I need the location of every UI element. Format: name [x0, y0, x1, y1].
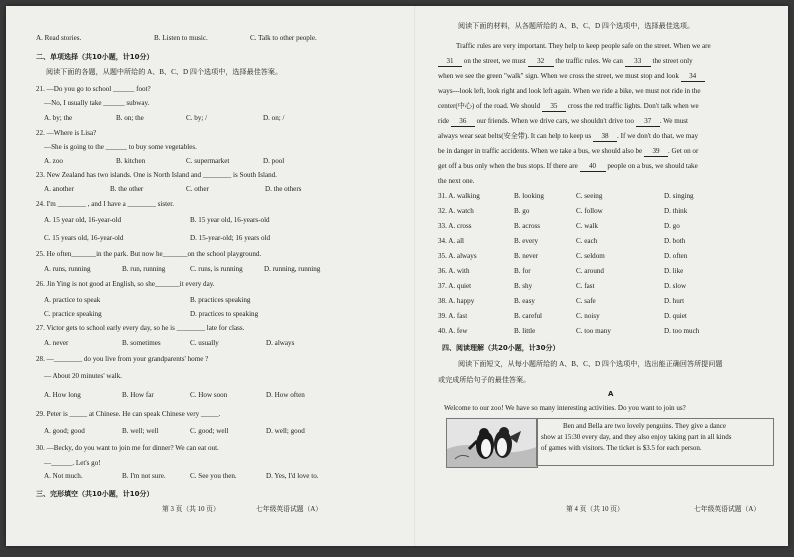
- cloze-option: 38. A. happy: [438, 297, 475, 305]
- passage-intro: Welcome to our zoo! We have so many interesting activities. Do you want to join us?: [444, 404, 686, 412]
- exam-sheet: [6, 6, 788, 546]
- penguin-picture: [446, 418, 538, 468]
- cloze-option: B. every: [514, 237, 539, 245]
- cloze-option: D. singing: [664, 192, 694, 200]
- option: B. on; the: [116, 114, 144, 122]
- footer-title: 七年级英语试题（A）: [694, 506, 761, 513]
- option: B. sometimes: [122, 339, 161, 347]
- cloze-option: D. too much: [664, 327, 700, 335]
- passage-line: be in danger in traffic accidents. When we take a bus, we should also be 39 . Get on or: [438, 147, 699, 155]
- cloze-option: 39. A. fast: [438, 312, 468, 320]
- option: D. practices to speaking: [190, 310, 259, 318]
- option: C. How soon: [190, 391, 228, 399]
- option: A. zoo: [44, 157, 63, 165]
- question-line: —No, I usually take ______ subway.: [44, 99, 150, 107]
- option: B. I'm not sure.: [122, 472, 166, 480]
- blank-39[interactable]: 39: [644, 147, 668, 157]
- question-stem: 23. New Zealand has two islands. One is North Island and ________ is South Island.: [36, 171, 277, 179]
- passage-line: ways---look left, look right and look left again. When we ride a bike, we must not ride in the: [438, 87, 701, 95]
- option: D. running, running: [264, 265, 321, 273]
- section-title: 二、单项选择（共10小题，计10分）: [36, 53, 154, 61]
- cloze-option: D. slow: [664, 282, 687, 290]
- passage-line: get off a bus only when the bus stops. If there are 40 people on a bus, we should take: [438, 162, 698, 170]
- option: B. Listen to music.: [154, 34, 208, 42]
- option: C. 15 years old, 16-year-old: [44, 234, 124, 242]
- cloze-option: C. around: [576, 267, 604, 275]
- question-stem: 29. Peter is _____ at Chinese. He can speak Chinese very _____.: [36, 410, 221, 418]
- option: C. See you then.: [190, 472, 237, 480]
- cloze-option: 36. A. with: [438, 267, 470, 275]
- cloze-option: C. follow: [576, 207, 603, 215]
- blank-33[interactable]: 33: [625, 57, 651, 67]
- cloze-option: B. never: [514, 252, 539, 260]
- cloze-option: B. for: [514, 267, 531, 275]
- option: A. How long: [44, 391, 81, 399]
- cloze-option: B. across: [514, 222, 541, 230]
- penguin-text: show at 15:30 every day, and they also enjoy taking part in all kinds: [541, 432, 732, 441]
- option: B. How far: [122, 391, 154, 399]
- penguin-text: Ben and Bella are two lovely penguins. They give a dance: [563, 422, 726, 430]
- passage-line: ride 36 our friends. When we drive cars, we shouldn't drive too 37 . We must: [438, 117, 689, 125]
- question-stem: 28. —________ do you live from your grandparents' home ?: [36, 355, 209, 363]
- option: C. other: [186, 185, 209, 193]
- question-stem: 30. —Becky, do you want to join me for dinner? We can eat out.: [36, 444, 219, 452]
- page-number: 第 3 页（共 10 页）: [162, 506, 220, 513]
- cloze-option: C. each: [576, 237, 598, 245]
- passage-line: always wear seat belts(安全带). It can help to keep us 38 . If we don't do that, we may: [438, 132, 699, 140]
- cloze-option: C. noisy: [576, 312, 600, 320]
- option: C. good; well: [190, 427, 229, 435]
- option: A. good; good: [44, 427, 85, 435]
- cloze-option: 37. A. quiet: [438, 282, 472, 290]
- section-title: 三、完形填空（共10小题，计10分）: [36, 490, 154, 498]
- option: B. 15 year old, 16-years-old: [190, 216, 270, 224]
- footer-title: 七年级英语试题（A）: [256, 506, 323, 513]
- option: C. practice speaking: [44, 310, 102, 318]
- passage-line: the next one.: [438, 177, 475, 185]
- blank-38[interactable]: 38: [593, 132, 617, 142]
- cloze-option: B. easy: [514, 297, 535, 305]
- question-line: —She is going to the ______ to buy some vegetables.: [44, 143, 197, 151]
- cloze-option: 33. A. cross: [438, 222, 472, 230]
- section-title: 四、阅读理解（共20小题，计30分）: [442, 344, 560, 352]
- cloze-option: D. hurt: [664, 297, 685, 305]
- penguin-info-box: [536, 418, 774, 466]
- cloze-option: D. think: [664, 207, 688, 215]
- cloze-option: C. seldom: [576, 252, 605, 260]
- cloze-option: C. seeing: [576, 192, 603, 200]
- cloze-option: B. shy: [514, 282, 533, 290]
- blank-31[interactable]: 31: [438, 57, 462, 67]
- question-stem: 25. He often_______in the park. But now he_______on the school playground.: [36, 250, 262, 258]
- question-stem: 26. Jin Ying is not good at English, so she_______it every day.: [36, 280, 215, 288]
- option: A. Read stories.: [36, 34, 82, 42]
- option: B. the other: [110, 185, 144, 193]
- passage-line: center(中心) of the road. We should 35 cross the red traffic lights. Don't talk when we: [438, 102, 699, 110]
- cloze-option: 35. A. always: [438, 252, 477, 260]
- option: B. kitchen: [116, 157, 146, 165]
- cloze-option: C. too many: [576, 327, 611, 335]
- option: D. How often: [266, 391, 305, 399]
- cloze-option: 31. A. walking: [438, 192, 480, 200]
- cloze-option: B. little: [514, 327, 536, 335]
- cloze-option: B. careful: [514, 312, 542, 320]
- question-stem: 21. —Do you go to school ______ foot?: [36, 85, 151, 93]
- page-fold: [414, 6, 416, 546]
- cloze-option: B. go: [514, 207, 530, 215]
- option: C. runs, is running: [190, 265, 243, 273]
- instructions: 阅读下面的各题，从题中所给的 A、B、C、D 四个选项中，选择最佳答案。: [46, 68, 283, 76]
- option: D. the others: [265, 185, 302, 193]
- option: B. well; well: [122, 427, 159, 435]
- cloze-option: 32. A. watch: [438, 207, 474, 215]
- option: A. Not much.: [44, 472, 83, 480]
- option: D. pool: [263, 157, 285, 165]
- blank-36[interactable]: 36: [451, 117, 475, 127]
- cloze-option: D. go: [664, 222, 680, 230]
- question-line: — About 20 minutes' walk.: [44, 372, 122, 380]
- option: D. always: [266, 339, 295, 347]
- blank-32[interactable]: 32: [528, 57, 554, 67]
- cloze-option: C. safe: [576, 297, 596, 305]
- penguin-text: of games with visitors. The ticket is $3.5 for each person.: [541, 443, 702, 452]
- cloze-option: C. fast: [576, 282, 595, 290]
- cloze-option: D. like: [664, 267, 684, 275]
- option: B. run, running: [122, 265, 166, 273]
- cloze-option: 40. A. few: [438, 327, 468, 335]
- passage-line: 31 on the street, we must 32 the traffic rules. We can 33 the street only: [438, 57, 693, 67]
- option: C. supermarket: [186, 157, 230, 165]
- blank-34[interactable]: 34: [681, 72, 705, 82]
- option: C. usually: [190, 339, 219, 347]
- question-stem: 27. Victor gets to school early every day, so he is ________ late for class.: [36, 324, 245, 332]
- blank-40[interactable]: 40: [580, 162, 606, 172]
- option: A. practice to speak: [44, 296, 101, 304]
- cloze-option: C. walk: [576, 222, 599, 230]
- instructions: 阅读下面短文，从每小题所给的 A、B、C、D 四个选项中，选出能正确回答所提问题: [458, 360, 723, 368]
- option: A. 15 year old, 16-year-old: [44, 216, 122, 224]
- question-stem: 22. —Where is Lisa?: [36, 129, 97, 137]
- question-line: —______. Let's go!: [44, 459, 101, 467]
- instructions: 或完成所给句子的最佳答案。: [438, 376, 531, 384]
- option: A. never: [44, 339, 69, 347]
- option: D. well; good: [266, 427, 305, 435]
- question-stem: 24. I'm ________ , and I have a ________ sister.: [36, 200, 175, 208]
- option: A. by; the: [44, 114, 73, 122]
- passage-label: A: [608, 390, 614, 398]
- cloze-option: 34. A. all: [438, 237, 465, 245]
- blank-35[interactable]: 35: [542, 102, 566, 112]
- option: C. Talk to other people.: [250, 34, 317, 42]
- cloze-option: D. often: [664, 252, 688, 260]
- cloze-option: D. quiet: [664, 312, 687, 320]
- option: D. Yes, I'd love to.: [266, 472, 319, 480]
- option: B. practices speaking: [190, 296, 251, 304]
- option: A. another: [44, 185, 74, 193]
- blank-37[interactable]: 37: [636, 117, 660, 127]
- option: D. on; /: [263, 114, 285, 122]
- passage-line: when we see the green "walk" sign. When we cross the street, we must stop and look 34: [438, 72, 705, 82]
- option: D. 15-year-old; 16 years old: [190, 234, 271, 242]
- page-number: 第 4 页（共 10 页）: [566, 506, 624, 513]
- instructions: 阅读下面的材料，从各题所给的 A、B、C、D 四个选项中，选择最佳选项。: [458, 22, 695, 30]
- option: A. runs, running: [44, 265, 91, 273]
- passage-line: Traffic rules are very important. They help to keep people safe on the street. When we are: [456, 42, 711, 50]
- cloze-option: B. looking: [514, 192, 544, 200]
- option: C. by; /: [186, 114, 208, 122]
- cloze-option: D. both: [664, 237, 686, 245]
